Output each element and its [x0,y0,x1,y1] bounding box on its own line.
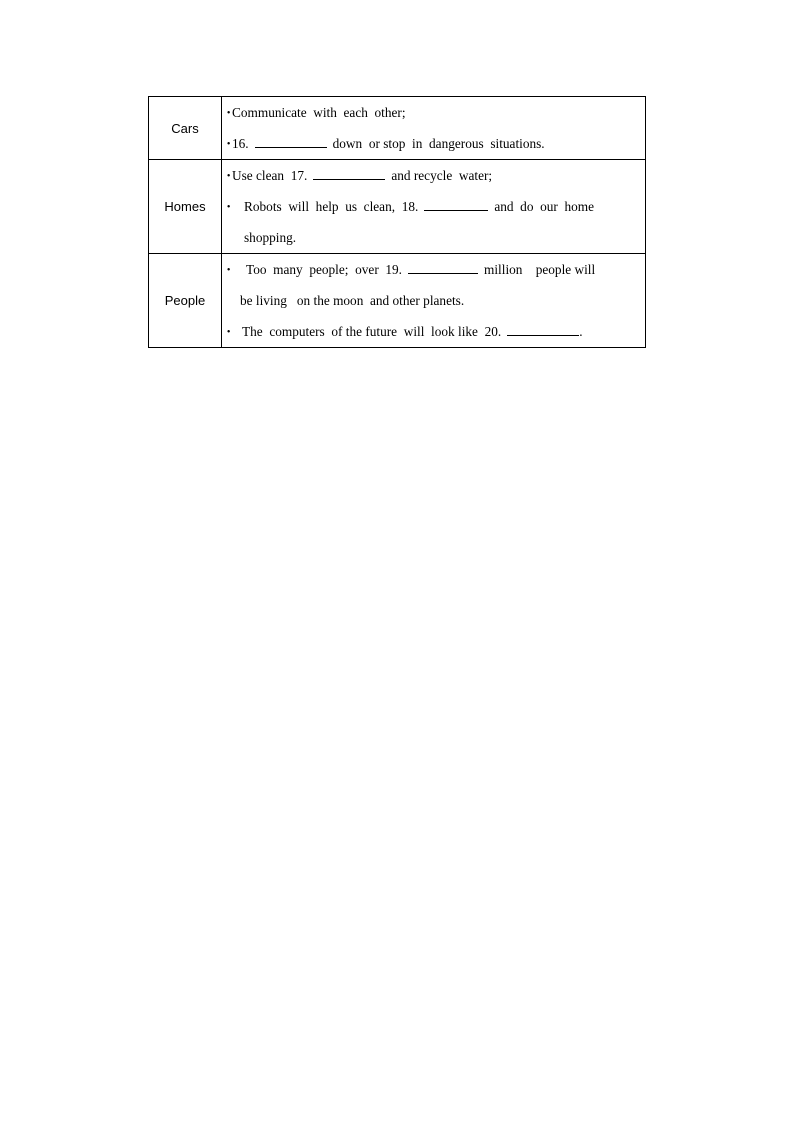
bullet: ・ [222,105,236,120]
answer-blank-17[interactable] [313,167,385,180]
table-row [149,97,646,160]
text-line [222,285,645,316]
bullet: ・ [222,168,236,183]
answer-blank-20[interactable] [507,323,579,336]
text-line [222,191,645,222]
answer-blank-16[interactable] [255,135,327,148]
table-row [149,160,646,254]
bullet: ・ [222,324,236,339]
line-text: Robots will help us clean, 18. [244,199,419,214]
line-text: shopping. [244,230,297,245]
line-text: be living on the moon and other planets. [240,293,465,308]
text-line [222,128,645,159]
bullet: ・ [222,136,236,151]
answer-blank-19[interactable] [408,261,478,274]
answer-blank-18[interactable] [424,198,488,211]
category-cell-homes: Homes [149,160,222,254]
line-text: Too many people; over 19. [246,262,403,277]
line-text: Communicate with each other; [232,105,406,120]
future-life-table [148,96,646,348]
line-text: million people will [484,262,596,277]
category-cell-cars: Cars [149,97,222,160]
bullet: ・ [222,262,236,277]
bullet: ・ [222,199,236,214]
line-text: The computers of the future will look like 20. [242,324,502,339]
content-cell-people [222,254,646,348]
text-line [222,316,645,347]
text-line [222,97,645,128]
line-text: and recycle water; [391,168,493,183]
content-cell-cars [222,97,646,160]
question-number: 16. [232,136,249,151]
text-line [222,160,645,191]
content-cell-homes [222,160,646,254]
table-row [149,254,646,348]
text-line [222,222,645,253]
line-text: . [579,324,583,339]
line-text: and do our home [494,199,595,214]
category-cell-people: People [149,254,222,348]
line-text: down or stop in dangerous situations. [332,136,545,151]
text-line [222,254,645,285]
line-text: Use clean 17. [232,168,308,183]
